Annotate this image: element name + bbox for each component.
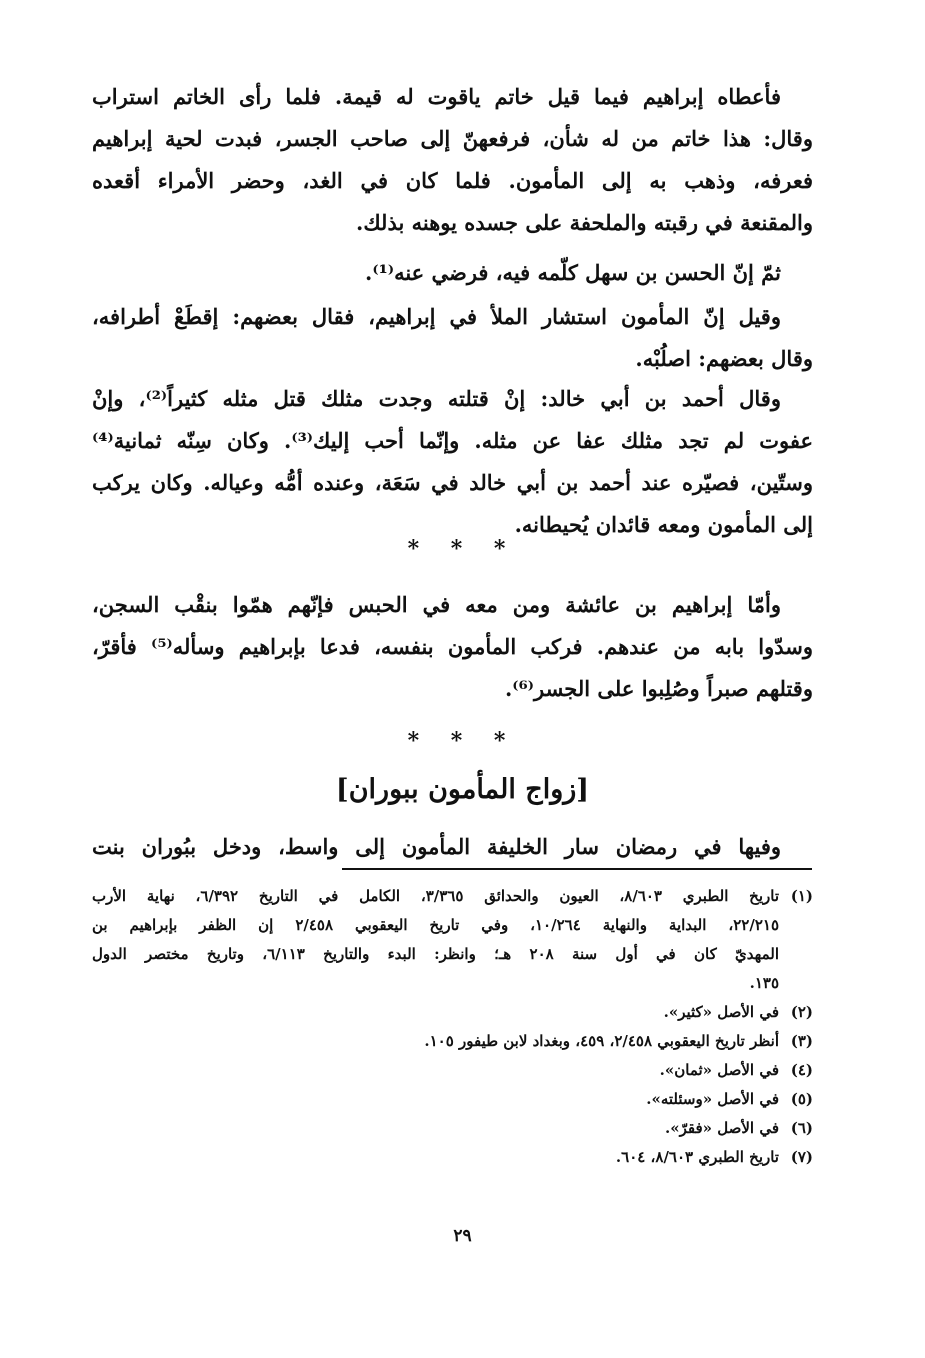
footnote-separator — [342, 868, 812, 870]
footnote-number: (٤) — [790, 1061, 813, 1079]
footnote-line: في الأصل «وسئلته». — [646, 1090, 779, 1108]
text-line: فأعطاه إبراهيم فيما قيل خاتم ياقوت له قيمة. فلما رأى الخاتم استراب — [92, 84, 781, 109]
footnote-number: (٢) — [790, 1003, 813, 1021]
paragraph-1 — [92, 76, 813, 244]
section-divider-stars: * * * — [407, 536, 518, 562]
footnote-line: ١٣٥. — [749, 974, 779, 992]
text-line: عفوت لم تجد مثلك عفا عن مثله. وإنّما أحب إليك⁽³⁾. وكان سِنّه ثمانية⁽⁴⁾ — [92, 428, 813, 453]
footnote-number: (٣) — [790, 1032, 813, 1050]
text-line: وأمّا إبراهيم بن عائشة ومن معه في الحبس فإنّهم همّوا بنقْب السجن، — [92, 592, 781, 617]
paragraph-2 — [92, 252, 813, 294]
footnote-line: في الأصل «كثير». — [663, 1003, 779, 1021]
section-divider-stars: * * * — [407, 728, 518, 754]
footnote-line: في الأصل «ثمان». — [659, 1061, 779, 1079]
footnote-line: في الأصل «فقرّ». — [665, 1119, 779, 1137]
footnote-number: (٦) — [790, 1119, 813, 1137]
paragraph-4 — [92, 378, 813, 546]
text-line: وقال بعضهم: اصلُبْه. — [635, 346, 813, 371]
text-line: وستّين، فصيّره عند أحمد بن أبي خالد في سَعَة، وعنده أمُّه وعياله. وكان يركب — [92, 470, 813, 495]
text-line: فعرفه، وذهب به إلى المأمون. فلما كان في الغد، وحضر الأمراء أقعده — [92, 168, 813, 193]
text-line: إلى المأمون ومعه قائدان يُحيطانه. — [514, 512, 813, 537]
footnote-number: (٧) — [790, 1148, 813, 1166]
footnote-line: ٢٢/٢١٥، البداية والنهاية ١٠/٢٦٤، وفي تاريخ اليعقوبي ٢/٤٥٨ إن الظفر بإبراهيم بن — [92, 916, 779, 934]
footnote-line: أنظر تاريخ اليعقوبي ٢/٤٥٨، ٤٥٩، وبغداد لابن طيفور ١٠٥. — [424, 1032, 779, 1050]
footnote-line: تاريخ الطبري ٨/٦٠٣، ٦٠٤. — [615, 1148, 779, 1166]
section-heading: [زواج المأمون ببوران] — [335, 774, 590, 805]
page-number: ٢٩ — [453, 1226, 472, 1246]
footnote-number: (٥) — [790, 1090, 813, 1108]
footnote-6 — [92, 1114, 813, 1143]
text-line: وقال أحمد بن أبي خالد: إنْ قتلته وجدت مثلك قتل مثله كثيراً⁽²⁾، وإنْ — [92, 386, 781, 411]
footnote-4 — [92, 1056, 813, 1085]
footnote-1 — [92, 882, 813, 998]
footnote-number: (١) — [790, 887, 813, 905]
text-line: وقال: هذا خاتم من له شأن، فرفعهنّ إلى صاحب الجسر، فبدت لحية إبراهيم — [92, 126, 813, 151]
paragraph-6 — [92, 826, 813, 868]
text-line: والمقنعة في رقبته والملحفة على جسده يوهنه بذلك. — [356, 210, 813, 235]
footnote-7 — [92, 1143, 813, 1172]
paragraph-5 — [92, 584, 813, 710]
footnote-line: تاريخ الطبري ٨/٦٠٣، العيون والحدائق ٣/٣٦٥، الكامل في التاريخ ٦/٣٩٢، نهاية الأرب — [92, 887, 779, 905]
paragraph-3 — [92, 296, 813, 380]
text-line: وفيها في رمضان سار الخليفة المأمون إلى واسط، ودخل ببُوران بنت — [92, 834, 781, 859]
text-line: وقيل إنّ المأمون استشار الملأ في إبراهيم، فقال بعضهم: إقطَعْ أطرافه، — [92, 304, 781, 329]
footnote-3 — [92, 1027, 813, 1056]
text-line: وسدّوا بابه من عندهم. فركب المأمون بنفسه، فدعا بإبراهيم وسأله⁽⁵⁾ فأقرّ، — [92, 634, 813, 659]
text-line: ثمّ إنّ الحسن بن سهل كلّمه فيه، فرضي عنه⁽¹⁾. — [365, 260, 781, 285]
footnote-line: المهديّ كان في أول سنة ٢٠٨ هـ؛ وانظر: البدء والتاريخ ٦/١١٣، وتاريخ مختصر الدول — [92, 945, 779, 963]
footnotes — [92, 882, 813, 1172]
footnote-5 — [92, 1085, 813, 1114]
text-line: وقتلهم صبراً وصُلِبوا على الجسر⁽⁶⁾. — [504, 676, 813, 701]
footnote-2 — [92, 998, 813, 1027]
